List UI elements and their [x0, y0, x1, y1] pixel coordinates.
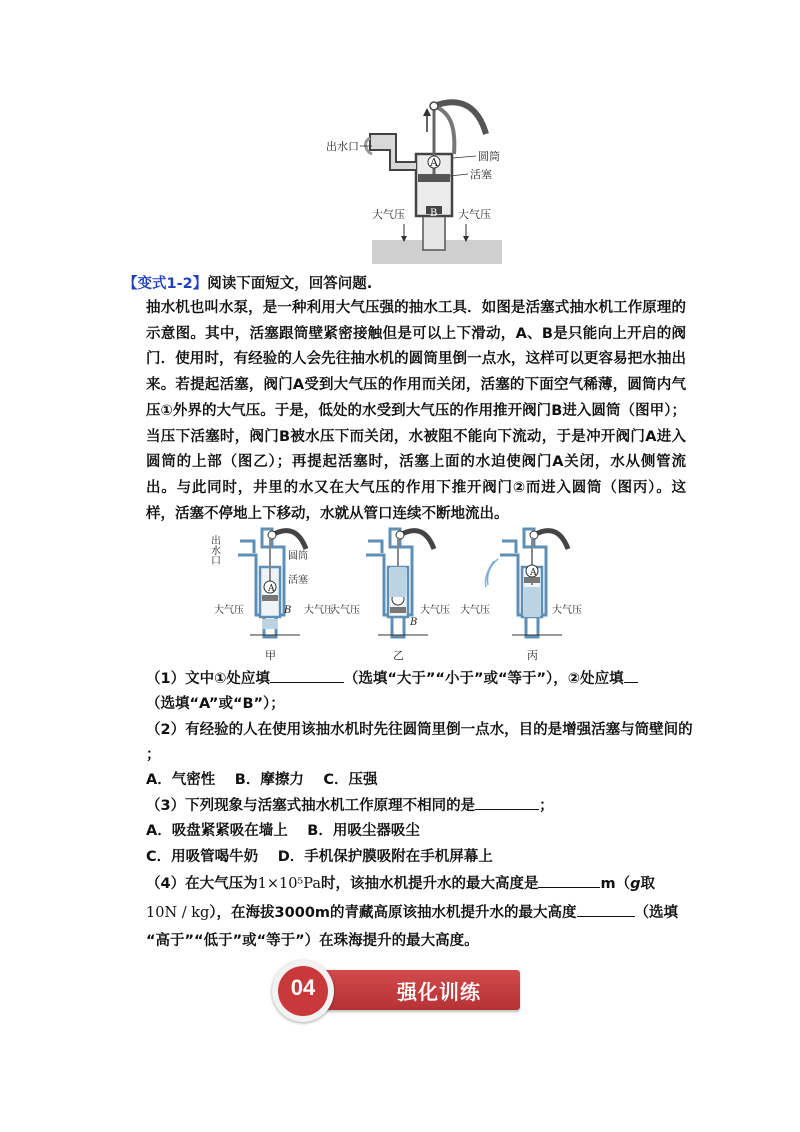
caption-bing: 丙 — [527, 649, 538, 662]
svg-text:大气压: 大气压 — [214, 605, 244, 616]
question-3-options-2: C．用吸管喝牛奶 D．手机保护膜吸附在手机屏幕上 — [146, 849, 493, 865]
question-2: （2）有经验的人在使用该抽水机时先往圆筒里倒一点水，目的是增强活塞与筒壁间的 — [146, 722, 693, 738]
svg-text:圆筒: 圆筒 — [478, 150, 500, 163]
answer-blank-4[interactable] — [538, 873, 600, 888]
svg-text:大气压: 大气压 — [304, 605, 334, 616]
pump-diagram-top — [310, 92, 520, 266]
answer-blank-5[interactable] — [577, 902, 635, 917]
question-3-options-1: A．吸盘紧紧吸在墙上 B．用吸尘器吸尘 — [146, 823, 420, 839]
question-4-end: “高于”“低于”或“等于”）在珠海提升的最大高度。 — [146, 933, 479, 949]
svg-text:大气压: 大气压 — [330, 605, 360, 616]
caption-jia: 甲 — [265, 649, 276, 662]
answer-blank-3[interactable] — [475, 795, 539, 810]
svg-text:B: B — [430, 208, 438, 219]
caption-yi: 乙 — [393, 649, 404, 662]
svg-text:出水口: 出水口 — [326, 140, 359, 153]
question-4-cont: 10N / kg），在海拔3000m的青藏高原该抽水机提升水的最大高度 （选填 — [146, 901, 678, 922]
svg-text:A: A — [268, 584, 275, 594]
svg-text:活塞: 活塞 — [470, 168, 492, 181]
svg-text:大气压: 大气压 — [458, 208, 491, 221]
passage: 抽水机也叫水泵，是一种利用大气压强的抽水工具．如图是活塞式抽水机工作原理的示意图。其中，活塞跟筒壁紧密接触但是可以上下滑动，A、B是只能向上开启的阀门．使用时，有经验的人会先往抽水机的圆筒里倒一点水，这样可以更容易把水抽出来。若提起活塞，阀门A受到大气压的作用而关闭，活塞的下面空气稀薄，圆筒内气压①外界的大气压。于是，低处的水受到大气压的作用推开阀门B进入圆筒（图甲）；当压下活塞时，阀门B被水压下而关闭，水被阻不能向下流动，于是冲开阀门A进入圆筒的上部（图乙）；再提起活塞时，活塞上面的水迫使阀门A关闭，水从侧管流出。与此同时，井里的水又在大气压的作用下推开阀门②而进入圆筒（图丙）。这样，活塞不停地上下移动，水就从管口连续不断地流出。 — [146, 300, 686, 522]
svg-text:大气压: 大气压 — [420, 605, 450, 616]
variant-heading — [123, 272, 372, 293]
svg-text:活塞: 活塞 — [288, 575, 308, 586]
svg-text:圆筒: 圆筒 — [288, 551, 308, 562]
gravity-value: 10N / kg — [146, 905, 210, 921]
variant-instruction: 阅读下面短文，回答问题. — [207, 276, 373, 292]
figure-yi — [330, 529, 450, 662]
figure-bing — [460, 529, 582, 662]
question-1-note: （选填“A”或“B”）； — [146, 696, 285, 712]
svg-text:大气压: 大气压 — [460, 605, 490, 616]
variant-tag: 【变式1-2】 — [123, 276, 208, 292]
question-2-end: ； — [146, 747, 161, 763]
svg-text:A: A — [430, 156, 438, 169]
badge-number: 04 — [290, 975, 316, 1000]
piston — [418, 174, 450, 182]
pressure-formula: 1×10⁵Pa — [257, 876, 321, 892]
figure-jia — [209, 529, 335, 662]
question-1: （1）文中①处应填 （选填“大于”“小于”或“等于”），②处应填 — [146, 667, 638, 688]
badge-title: 强化训练 — [397, 980, 481, 1004]
svg-text:A: A — [530, 568, 537, 578]
answer-blank-2[interactable] — [624, 668, 638, 683]
question-3: （3）下列现象与活塞式抽水机工作原理不相同的是 ； — [146, 794, 554, 815]
svg-text:出水口: 出水口 — [208, 535, 220, 565]
question-4: （4）在大气压为1×10⁵Pa时，该抽水机提升水的最大高度是 m（g取 — [146, 872, 655, 893]
svg-text:B: B — [410, 617, 418, 628]
svg-text:B: B — [284, 605, 292, 616]
svg-text:大气压: 大气压 — [552, 605, 582, 616]
question-2-options: A．气密性 B．摩擦力 C．压强 — [146, 772, 378, 788]
pump-handle — [434, 102, 486, 134]
svg-text:大气压: 大气压 — [372, 208, 405, 221]
answer-blank-1[interactable] — [270, 668, 344, 683]
section-badge — [272, 960, 528, 1026]
pump-diagrams-three — [210, 525, 610, 665]
